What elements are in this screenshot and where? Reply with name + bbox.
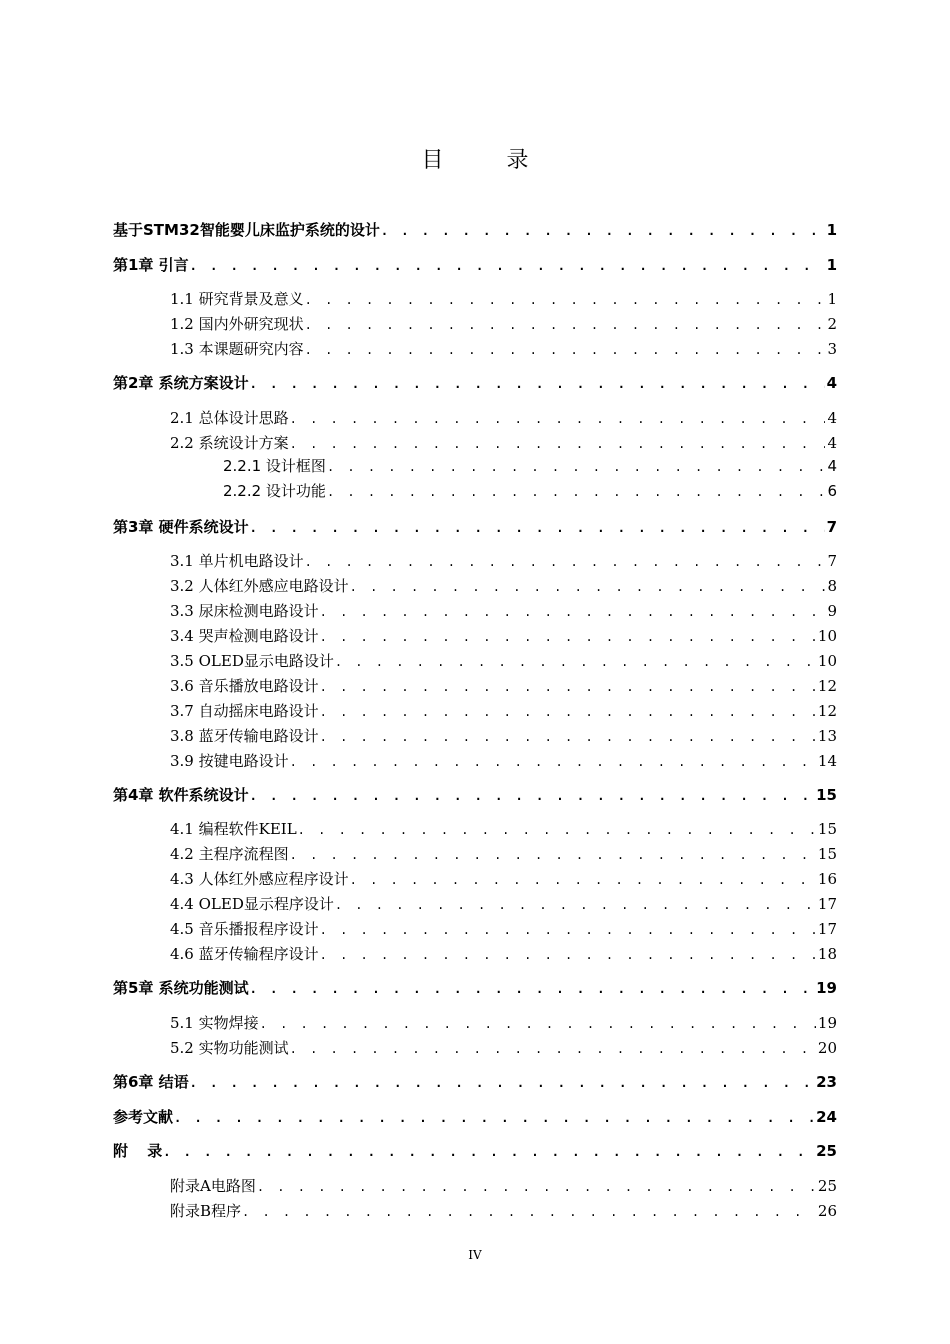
dot-leader: [327, 480, 826, 503]
dot-leader: [327, 455, 826, 478]
dot-leader: [305, 338, 826, 361]
toc-entry[interactable]: [113, 1070, 837, 1094]
dot-leader: [290, 750, 816, 773]
dot-leader: [350, 575, 826, 598]
toc-entry[interactable]: [170, 842, 837, 866]
toc-entry-label: 1.1 研究背景及意义: [170, 290, 304, 308]
toc-entry-label: 4.6 蓝牙传输程序设计: [170, 945, 319, 963]
toc-entry[interactable]: [113, 1105, 837, 1129]
toc-entry-page: 23: [816, 1073, 837, 1091]
dot-leader: [305, 313, 826, 336]
toc-entry-label: 3.9 按键电路设计: [170, 752, 289, 770]
toc-entry[interactable]: [170, 649, 837, 673]
dot-leader: [305, 288, 826, 311]
dot-leader: [250, 784, 814, 807]
toc-entry-label: 3.8 蓝牙传输电路设计: [170, 727, 319, 745]
toc-entry-label: 3.2 人体红外感应电路设计: [170, 577, 349, 595]
toc-entry-label: 3.6 音乐播放电路设计: [170, 677, 319, 695]
toc-entry[interactable]: [170, 867, 837, 891]
toc-entry-page: 12: [817, 702, 837, 720]
toc-entry[interactable]: [113, 783, 837, 807]
toc-entry[interactable]: [170, 287, 837, 311]
dot-leader: [174, 1106, 814, 1129]
toc-entry[interactable]: [170, 406, 837, 430]
toc-entry-page: 26: [817, 1202, 837, 1220]
toc-entry[interactable]: [223, 479, 837, 503]
toc-entry-label: 第2章 系统方案设计: [113, 374, 249, 392]
toc-entry[interactable]: [170, 599, 837, 623]
dot-leader: [260, 1012, 816, 1035]
dot-leader: [290, 432, 826, 455]
toc-entry-page: 1: [826, 221, 837, 239]
toc-entry-page: 7: [827, 552, 837, 570]
toc-entry-page: 19: [816, 979, 837, 997]
dot-leader: [290, 1037, 816, 1060]
toc-entry[interactable]: [170, 699, 837, 723]
toc-entry-page: 24: [816, 1108, 837, 1126]
toc-entry-label: 2.2.1 设计框图: [223, 457, 326, 475]
toc-entry-label: 第5章 系统功能测试: [113, 979, 249, 997]
toc-entry[interactable]: [170, 337, 837, 361]
toc-entry[interactable]: [170, 574, 837, 598]
toc-entry-page: 8: [827, 577, 837, 595]
toc-entry[interactable]: [170, 749, 837, 773]
toc-entry-page: 25: [816, 1142, 837, 1160]
toc-entry-page: 7: [826, 518, 837, 536]
dot-leader: [320, 600, 826, 623]
toc-entry-page: 12: [817, 677, 837, 695]
toc-entry[interactable]: [170, 431, 837, 455]
toc-entry-label: 4.4 OLED显示程序设计: [170, 895, 334, 913]
dot-leader: [290, 407, 826, 430]
toc-entry[interactable]: [170, 892, 837, 916]
toc-title: 目 录: [421, 148, 557, 173]
dot-leader: [320, 943, 816, 966]
dot-leader: [290, 843, 816, 866]
toc-entry[interactable]: [223, 454, 837, 478]
dot-leader: [190, 254, 825, 277]
toc-entry[interactable]: [170, 817, 837, 841]
toc-entry-label: 附录B程序: [170, 1202, 242, 1220]
toc-entry[interactable]: [113, 515, 837, 539]
toc-entry-page: 2: [827, 315, 837, 333]
toc-entry-label: 1.2 国内外研究现状: [170, 315, 304, 333]
toc-entry[interactable]: [113, 1139, 837, 1163]
dot-leader: [305, 550, 826, 573]
toc-entry[interactable]: [170, 674, 837, 698]
toc-entry-label: 附录A电路图: [170, 1177, 256, 1195]
dot-leader: [190, 1071, 814, 1094]
page-number: IV: [468, 1248, 482, 1262]
toc-entry-label: 基于STM32智能婴儿床监护系统的设计: [113, 221, 380, 239]
toc-entry-label: 2.2.2 设计功能: [223, 482, 326, 500]
dot-leader: [250, 977, 814, 1000]
toc-entry[interactable]: [113, 371, 837, 395]
toc-entry-label: 3.3 尿床检测电路设计: [170, 602, 319, 620]
toc-entry-label: 3.4 哭声检测电路设计: [170, 627, 319, 645]
toc-entry-label: 3.7 自动摇床电路设计: [170, 702, 319, 720]
dot-leader: [298, 818, 816, 841]
dot-leader: [320, 700, 816, 723]
toc-entry-page: 10: [817, 652, 837, 670]
toc-entry-label: 第4章 软件系统设计: [113, 786, 249, 804]
dot-leader: [250, 372, 825, 395]
toc-entry-page: 6: [827, 482, 837, 500]
dot-leader: [350, 868, 816, 891]
toc-entry-label: 2.1 总体设计思路: [170, 409, 289, 427]
toc-entry-page: 13: [817, 727, 837, 745]
toc-entry[interactable]: [170, 312, 837, 336]
toc-entry-label: 4.3 人体红外感应程序设计: [170, 870, 349, 888]
toc-entry-page: 19: [817, 1014, 837, 1032]
toc-entry-label: 3.5 OLED显示电路设计: [170, 652, 334, 670]
toc-entry-page: 18: [817, 945, 837, 963]
toc-entry[interactable]: [170, 1036, 837, 1060]
toc-entry-label: 第3章 硬件系统设计: [113, 518, 249, 536]
toc-entry-page: 16: [817, 870, 837, 888]
toc-entry-page: 25: [817, 1177, 837, 1195]
toc-entry-page: 1: [826, 256, 837, 274]
toc-entry-page: 15: [817, 845, 837, 863]
toc-entry-label: 1.3 本课题研究内容: [170, 340, 304, 358]
toc-entry[interactable]: [170, 1011, 837, 1035]
toc-entry-label: 第6章 结语: [113, 1073, 189, 1091]
toc-entry-label: 4.5 音乐播报程序设计: [170, 920, 319, 938]
toc-entry-label: 4.2 主程序流程图: [170, 845, 289, 863]
toc-entry-page: 14: [817, 752, 837, 770]
toc-entry[interactable]: [170, 1174, 837, 1198]
toc-entry-page: 20: [817, 1039, 837, 1057]
toc-entry[interactable]: [113, 976, 837, 1000]
toc-entry-label: 4.1 编程软件KEIL: [170, 820, 297, 838]
dot-leader: [381, 219, 825, 242]
toc-entry-label: 附 录: [113, 1142, 163, 1160]
dot-leader: [320, 625, 816, 648]
toc-entry-label: 第1章 引言: [113, 256, 189, 274]
toc-entry-page: 17: [817, 920, 837, 938]
dot-leader: [242, 1200, 816, 1223]
toc-entry-label: 3.1 单片机电路设计: [170, 552, 304, 570]
dot-leader: [335, 650, 816, 673]
toc-entry-label: 2.2 系统设计方案: [170, 434, 289, 452]
toc-entry-page: 3: [827, 340, 837, 358]
toc-entry-label: 参考文献: [113, 1108, 174, 1126]
toc-entry[interactable]: [170, 624, 837, 648]
toc-entry[interactable]: [113, 218, 837, 242]
toc-entry-page: 10: [817, 627, 837, 645]
dot-leader: [320, 725, 816, 748]
toc-entry-page: 15: [816, 786, 837, 804]
toc-entry[interactable]: [170, 549, 837, 573]
toc-entry-label: 5.2 实物功能测试: [170, 1039, 289, 1057]
dot-leader: [250, 516, 825, 539]
toc-entry-page: 9: [827, 602, 837, 620]
toc-entry-page: 1: [827, 290, 837, 308]
toc-entry-page: 17: [817, 895, 837, 913]
toc-entry-page: 15: [817, 820, 837, 838]
toc-entry-page: 4: [827, 434, 837, 452]
toc-entry[interactable]: [170, 724, 837, 748]
toc-entry[interactable]: [170, 917, 837, 941]
dot-leader: [335, 893, 816, 916]
dot-leader: [320, 918, 816, 941]
dot-leader: [163, 1140, 814, 1163]
toc-entry-page: 4: [827, 457, 837, 475]
toc-entry-page: 4: [826, 374, 837, 392]
toc-entry[interactable]: [170, 1199, 837, 1223]
dot-leader: [320, 675, 816, 698]
toc-entry[interactable]: [113, 253, 837, 277]
toc-entry-page: 4: [827, 409, 837, 427]
dot-leader: [257, 1175, 816, 1198]
toc-entry[interactable]: [170, 942, 837, 966]
toc-entry-label: 5.1 实物焊接: [170, 1014, 259, 1032]
